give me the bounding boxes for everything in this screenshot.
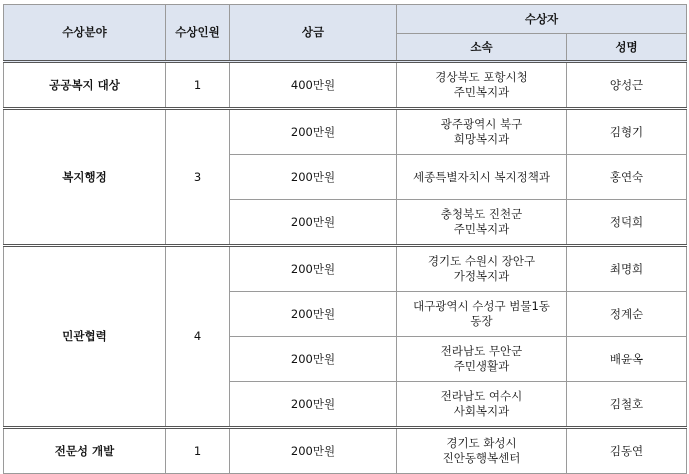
- affiliation-line-2: 주민복지과: [453, 85, 510, 99]
- prize-cell: 200만원: [230, 246, 397, 292]
- table-row: [4, 109, 687, 155]
- table-row: [4, 428, 687, 474]
- affiliation-cell: [397, 428, 567, 474]
- affiliation-cell: [397, 200, 567, 246]
- table-row: [4, 246, 687, 292]
- name-cell: 정계순: [567, 292, 687, 337]
- header-count: 수상인원: [166, 5, 230, 62]
- award-field-cell: 복지행정: [4, 109, 166, 246]
- affiliation-line-1: 경기도 화성시: [446, 436, 517, 450]
- award-count-cell: 1: [166, 428, 230, 474]
- affiliation-line-2: 주민생활과: [453, 359, 510, 373]
- affiliation-line-1: 대구광역시 수성구 범물1동: [413, 299, 550, 313]
- affiliation-line-1: 경기도 수원시 장안구: [427, 254, 536, 268]
- affiliation-line-1: 광주광역시 북구: [440, 117, 523, 131]
- award-field-cell: 공공복지 대상: [4, 62, 166, 109]
- header-winner: 수상자: [397, 5, 687, 34]
- header-field: 수상분야: [4, 5, 166, 62]
- award-table: [3, 4, 687, 474]
- prize-cell: 400만원: [230, 62, 397, 109]
- affiliation-cell: [397, 292, 567, 337]
- name-cell: 정덕희: [567, 200, 687, 246]
- affiliation-line-1: 전라남도 무안군: [440, 344, 523, 358]
- award-count-cell: 1: [166, 62, 230, 109]
- name-cell: 최명희: [567, 246, 687, 292]
- award-count-cell: 3: [166, 109, 230, 246]
- name-cell: 홍연숙: [567, 155, 687, 200]
- prize-cell: 200만원: [230, 109, 397, 155]
- affiliation-cell: [397, 337, 567, 382]
- header-affiliation: 소속: [397, 34, 567, 62]
- prize-cell: 200만원: [230, 428, 397, 474]
- award-field-cell: 전문성 개발: [4, 428, 166, 474]
- name-cell: 양성근: [567, 62, 687, 109]
- name-cell: 배윤옥: [567, 337, 687, 382]
- table-row: [4, 62, 687, 109]
- affiliation-line-1: 세종특별자치시 복지정책과: [413, 169, 550, 184]
- affiliation-cell: [397, 246, 567, 292]
- name-cell: 김동연: [567, 428, 687, 474]
- header-prize: 상금: [230, 5, 397, 62]
- prize-cell: 200만원: [230, 292, 397, 337]
- affiliation-line-2: 가정복지과: [453, 269, 510, 283]
- name-cell: 김형기: [567, 109, 687, 155]
- prize-cell: 200만원: [230, 382, 397, 428]
- affiliation-cell: [397, 109, 567, 155]
- affiliation-cell: [397, 155, 567, 200]
- award-count-cell: 4: [166, 246, 230, 428]
- affiliation-line-2: 희망복지과: [453, 132, 510, 146]
- affiliation-line-2: 주민복지과: [453, 222, 510, 236]
- affiliation-line-2: 동장: [470, 314, 493, 328]
- prize-cell: 200만원: [230, 337, 397, 382]
- affiliation-line-1: 전라남도 여수시: [440, 389, 523, 403]
- affiliation-line-1: 경상북도 포항시청: [435, 70, 528, 84]
- prize-cell: 200만원: [230, 200, 397, 246]
- prize-cell: 200만원: [230, 155, 397, 200]
- affiliation-cell: [397, 382, 567, 428]
- name-cell: 김철호: [567, 382, 687, 428]
- header-name: 성명: [567, 34, 687, 62]
- affiliation-line-2: 사회복지과: [453, 404, 510, 418]
- award-field-cell: 민관협력: [4, 246, 166, 428]
- affiliation-line-2: 진안동행복센터: [442, 451, 521, 465]
- affiliation-cell: [397, 62, 567, 109]
- affiliation-line-1: 충청북도 진천군: [440, 207, 523, 221]
